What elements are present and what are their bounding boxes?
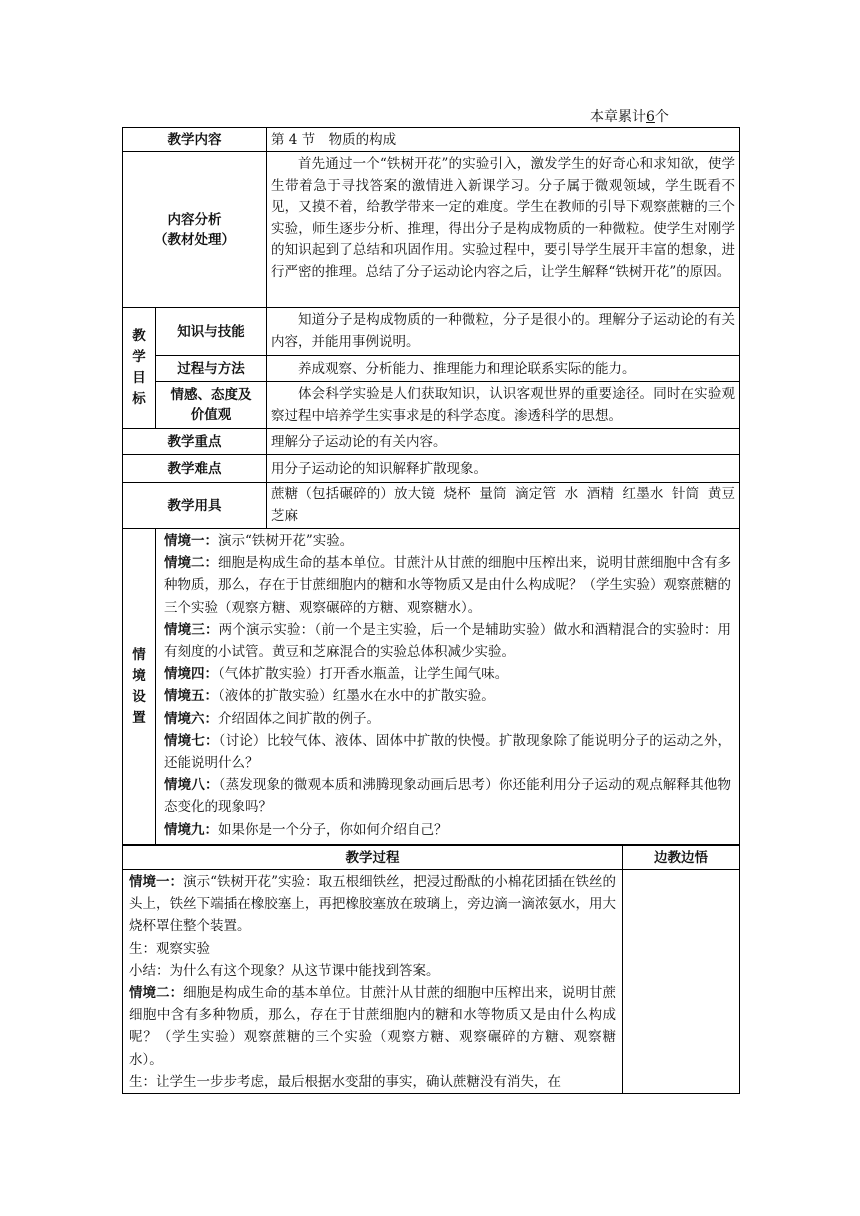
tools-label: 教学用具 [123, 483, 267, 529]
scene-text: 演示“铁树开花”实验。 [218, 533, 354, 549]
goal-attitude-text: 体会科学实验是人们获取知识，认识客观世界的重要途径。同时在实验观察过程中培养学生实事求是的科学态度。渗透科学的思想。 [267, 382, 740, 429]
process-header: 教学过程 [123, 846, 623, 870]
counter-value: 6 [646, 109, 655, 125]
reflection-header: 边教边悟 [623, 846, 740, 870]
scene-text: （液体的扩散实验）红墨水在水中的扩散实验。 [218, 688, 495, 705]
process-table [122, 845, 740, 1094]
scene-title: 情境六： [164, 710, 218, 727]
scenes-label-char: 置 [132, 709, 146, 726]
scene-text: （蒸发现象的微观本质和沸腾现象动画后思考）你还能利用分子运动的观点解释其他物态变化的现象吗？ [164, 777, 732, 816]
scene-title: 情境八： [164, 777, 219, 794]
analysis-label-line1: 内容分析 [167, 211, 222, 228]
goal-attitude-label [156, 382, 267, 429]
scenes-label-char: 情 [132, 646, 146, 663]
goal-attitude-label-line1: 情感、态度及 [170, 387, 252, 403]
counter-suffix: 个 [654, 109, 669, 125]
scenes-list [156, 529, 740, 845]
scene-item [164, 530, 731, 552]
process-body [123, 870, 623, 1094]
analysis-text: 首先通过一个“铁树开花”的实验引入，激发学生的好奇心和求知欲，使学生带着急于寻找答案的激情进入新课学习。分子属于微观领域，学生既看不见，又摸不着，给教学带来一定的难度。学生在教师的引导下观察蔗糖的三个实验，师生逐步分析、推理，得出分子是构成物质的一种微粒。使学生对刚学的知识起到了总结和巩固作用。实验过程中，要引导学生展开丰富的想象，进行严密的推理。总结了分子运动论内容之后，让学生解释“铁树开花”的原因。 [267, 152, 740, 308]
content-label: 教学内容 [123, 128, 267, 152]
scene-item [164, 730, 731, 774]
goals-label-char: 标 [132, 391, 146, 407]
scene-title: 情境七： [164, 732, 219, 749]
process-scene1-text: 演示“铁树开花”实验：取五根细铁丝，把浸过酚酞的小棉花团插在铁丝的头上，铁丝下端插在橡胶塞上，再把橡胶塞放在玻璃上，旁边滴一滴浓氨水，用大烧杯罩住整个装置。 [129, 874, 616, 935]
difficulty-label: 教学难点 [123, 455, 267, 483]
scene-text: （讨论）比较气体、液体、固体中扩散的快慢。扩散现象除了能说明分子的运动之外，还能说明什么？ [164, 732, 732, 772]
goals-label [123, 308, 156, 429]
scene-item [164, 819, 731, 841]
content-value: 第 4 节 物质的构成 [267, 128, 740, 152]
counter-prefix: 本章累计 [590, 109, 646, 125]
key-point-text: 理解分子运动论的有关内容。 [267, 429, 740, 455]
process-summary1: 小结：为什么有这个现象？从这节课中能找到答案。 [129, 962, 440, 979]
scene-item [164, 685, 731, 707]
goals-label-char: 教 [132, 328, 146, 344]
process-student2: 生：让学生一步步考虑，最后根据水变甜的事实，确认蔗糖没有消失，在 [129, 1073, 561, 1090]
process-scene1 [129, 871, 616, 938]
analysis-label [123, 152, 267, 308]
overview-table [122, 127, 740, 845]
key-point-label: 教学重点 [123, 429, 267, 455]
scene-text: 介绍固体之间扩散的例子。 [218, 710, 380, 727]
scene-title: 情境一： [164, 533, 218, 549]
difficulty-text: 用分子运动论的知识解释扩散现象。 [267, 455, 740, 483]
goal-knowledge-text: 知道分子是构成物质的一种微粒，分子是很小的。理解分子运动论的有关内容，并能用事例说明。 [267, 308, 740, 356]
scene-item [164, 774, 731, 818]
scene-item [164, 552, 731, 619]
scene-title: 情境九： [164, 821, 218, 838]
scene-title: 情境四： [164, 666, 218, 683]
scene-text: （气体扩散实验）打开香水瓶盖，让学生闻气味。 [218, 666, 509, 683]
scene-title: 情境二： [164, 555, 218, 572]
process-scene2-title: 情境二： [129, 985, 184, 1002]
scene-item [164, 663, 731, 685]
scenes-label-char: 境 [132, 667, 146, 684]
process-scene1-title: 情境一： [129, 874, 184, 890]
goal-attitude-label-line2: 价值观 [190, 407, 232, 423]
scene-text: 细胞是构成生命的基本单位。甘蔗汁从甘蔗的细胞中压榨出来，说明甘蔗细胞中含有多种物质，那么，存在于甘蔗细胞内的糖和水等物质又是由什么构成呢？（学生实验）观察蔗糖的三个实验（观察方糖、观察碾碎的方糖、观察糖水）。 [164, 555, 731, 616]
goal-knowledge-label: 知识与技能 [156, 308, 267, 356]
scene-text: 如果你是一个分子，你如何介绍自己？ [218, 821, 448, 838]
tools-text: 蔗糖（包括碾碎的）放大镜 烧杯 量筒 滴定管 水 酒精 红墨水 针筒 黄豆 芝麻 [267, 483, 740, 529]
analysis-label-line2: （教材处理） [154, 231, 235, 248]
scene-title: 情境五： [164, 688, 218, 705]
process-scene2-text: 细胞是构成生命的基本单位。甘蔗汁从甘蔗的细胞中压榨出来，说明甘蔗细胞中含有多种物质，那么，存在于甘蔗细胞内的糖和水等物质又是由什么构成呢？（学生实验）观察蔗糖的三个实验（观察方糖、观察碾碎的方糖、观察糖水）。 [129, 985, 617, 1068]
process-scene2 [129, 982, 616, 1071]
process-student1: 生：观察实验 [129, 940, 210, 957]
scene-text: 两个演示实验：（前一个是主实验，后一个是辅助实验）做水和酒精混合的实验时：用有刻度的小试管。黄豆和芝麻混合的实验总体积减少实验。 [164, 621, 732, 661]
scene-item [164, 708, 731, 730]
goals-label-char: 学 [132, 349, 146, 365]
scenes-label [123, 529, 156, 845]
goal-process-text: 养成观察、分析能力、推理能力和理论联系实际的能力。 [267, 356, 740, 382]
reflection-body [623, 870, 740, 1094]
scene-item [164, 619, 731, 663]
goal-process-label: 过程与方法 [156, 356, 267, 382]
chapter-counter [590, 106, 740, 126]
scene-title: 情境三： [164, 621, 219, 638]
goals-label-char: 目 [132, 370, 146, 386]
scenes-label-char: 设 [132, 688, 146, 705]
